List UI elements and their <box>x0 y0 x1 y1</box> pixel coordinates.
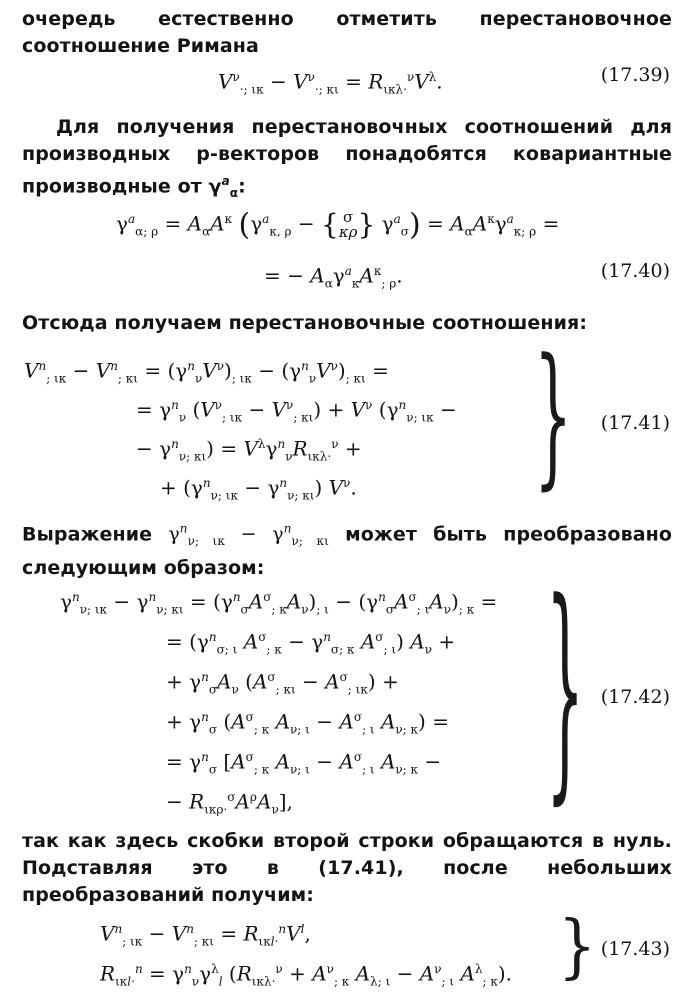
equation-17-42-line-1: $\gamma^n_{\nu; \iota\kappa} - \gamma^n_{\nu; \kappa\iota} = (\gamma^n_\sigma A^\sigma_{; \kappa}A_\nu)_{; \iota} - (\gamma^n_\sigma A^\sigma_{; \iota}A_\nu)_{; \kappa}$ = <box>60 589 498 617</box>
paragraph-commutation: Отсюда получаем перестановочные соотношения: <box>22 312 588 334</box>
equation-17-40-line-2: = − $A_\alpha\gamma^a_\kappa A^\kappa_{; \rho}$. <box>264 263 403 291</box>
equation-17-43-line-1: $V^n_{; \iota\kappa} - V^n_{; \kappa\iota} = R_{\iota\kappa l\cdot}^nV^l$, <box>100 921 311 949</box>
paragraph-substitution: так как здесь скобки второй строки обращаются в нуль. Подставляя это в (17.41), после небольших преобразований получим: <box>22 830 672 906</box>
paragraph-derivatives-colon: : <box>238 175 246 198</box>
equation-number-17-41: (17.41) <box>600 412 670 434</box>
equation-17-41-line-1: $V^n_{; \iota\kappa} - V^n_{; \kappa\iota} = (\gamma^n_\nu V^\nu)_{; \iota\kappa} - (\gamma^n_\nu V^\nu)_{; \kappa\iota}$ = <box>24 358 389 386</box>
equation-17-41-brace: } <box>534 327 573 506</box>
equation-17-42-brace: } <box>546 554 585 828</box>
paragraph-expression: Выражение $\gamma^n_{\nu; \iota\kappa} - \gamma^n_{\nu; \kappa\iota}$ может быть преобразовано следующим образом: <box>22 522 672 580</box>
equation-number-17-40: (17.40) <box>600 260 670 282</box>
equation-17-42-line-3: + $\gamma^n_\sigma A_\nu$ $(A^\sigma_{; \kappa\iota} - A^\sigma_{; \iota\kappa})$ + <box>166 669 399 697</box>
equation-17-43-brace: } <box>558 906 597 987</box>
paragraph-derivatives-intro: Для получения перестановочных соотношений для производных p-векторов понадобятся ковариантные производные от $\gamma^a_\alpha$: <box>22 116 672 201</box>
equation-17-41-line-3: − $\gamma^n_{\nu; \kappa\iota}) = V^\lambda\gamma^n_\nu R_{\iota\kappa\lambda\cdot}^\nu$ + <box>136 436 362 464</box>
equation-17-39: $V^\nu_{\cdot; \iota\kappa} - V^\nu_{\cdot; \kappa\iota} = R_{\iota\kappa\lambda\cdot}^\nu V^\lambda$. <box>218 69 443 97</box>
paragraph-expression-end: может быть преобразовано следующим образом: <box>22 523 672 580</box>
equation-17-41-line-2: = $\gamma^n_\nu$ $(V^\nu_{; \iota\kappa} - V^\nu_{; \kappa\iota}) + V^\nu$ ($\gamma^n_{\nu; \iota\kappa}$ − <box>136 397 457 425</box>
equation-number-17-42: (17.42) <box>600 686 670 708</box>
equation-17-40-line-1: $\gamma^a_{\alpha; \rho} = A_\alpha A^\kappa$ ($\gamma^a_{\kappa, \rho}$ − { σ κρ} $\gamma^a_\sigma) = A_\alpha A^\kappa\gamma^a_{\kappa; \rho}$ = <box>116 207 560 243</box>
equation-17-42-line-5: = $\gamma^n_\sigma$ [$A^\sigma_{; \kappa}$ $A_{\nu; \iota} - A^\sigma_{; \iota}$ $A_{\nu; \kappa}$ − <box>166 749 442 777</box>
paragraph-derivatives-text: Для получения перестановочных соотношений для производных p-векторов понадобятся ковариантные производные от γ <box>22 116 672 198</box>
equation-17-43-line-2: $R_{\iota\kappa l\cdot}^n = \gamma^n_\nu\gamma^\lambda_l$ ($R_{\iota\kappa\lambda\cdot}^\nu + A^\nu_{; \kappa}$ $A_{\lambda; \iota} - A^\nu_{; \iota}$ $A^\lambda_{; \kappa}$). <box>100 961 513 989</box>
equation-17-42-line-6: − $R_{\iota\kappa\rho\cdot}^\sigma A^\rho A_\nu$], <box>166 789 293 817</box>
equation-number-17-43: (17.43) <box>600 938 670 960</box>
equation-17-41-line-4: + $(\gamma^n_{\nu; \iota\kappa} - \gamma^n_{\nu; \kappa\iota})$ $V^\nu$. <box>160 475 357 503</box>
equation-17-42-line-4: + $\gamma^n_\sigma$ ($A^\sigma_{; \kappa}$ $A_{\nu; \iota} - A^\sigma_{; \iota}$ $A_{\nu; \kappa}$) = <box>166 709 449 737</box>
equation-number-17-39: (17.39) <box>600 64 670 86</box>
equation-17-42-line-2: = ($\gamma^n_{\sigma; \iota}$ $A^\sigma_{; \kappa} - \gamma^n_{\sigma; \kappa}$ $A^\sigma_{; \iota}$) $A_\nu$ + <box>166 629 456 657</box>
paragraph-riemann-intro: очередь естественно отметить перестановочное соотношение Римана <box>22 8 672 57</box>
paragraph-expression-start: Выражение <box>22 523 169 546</box>
